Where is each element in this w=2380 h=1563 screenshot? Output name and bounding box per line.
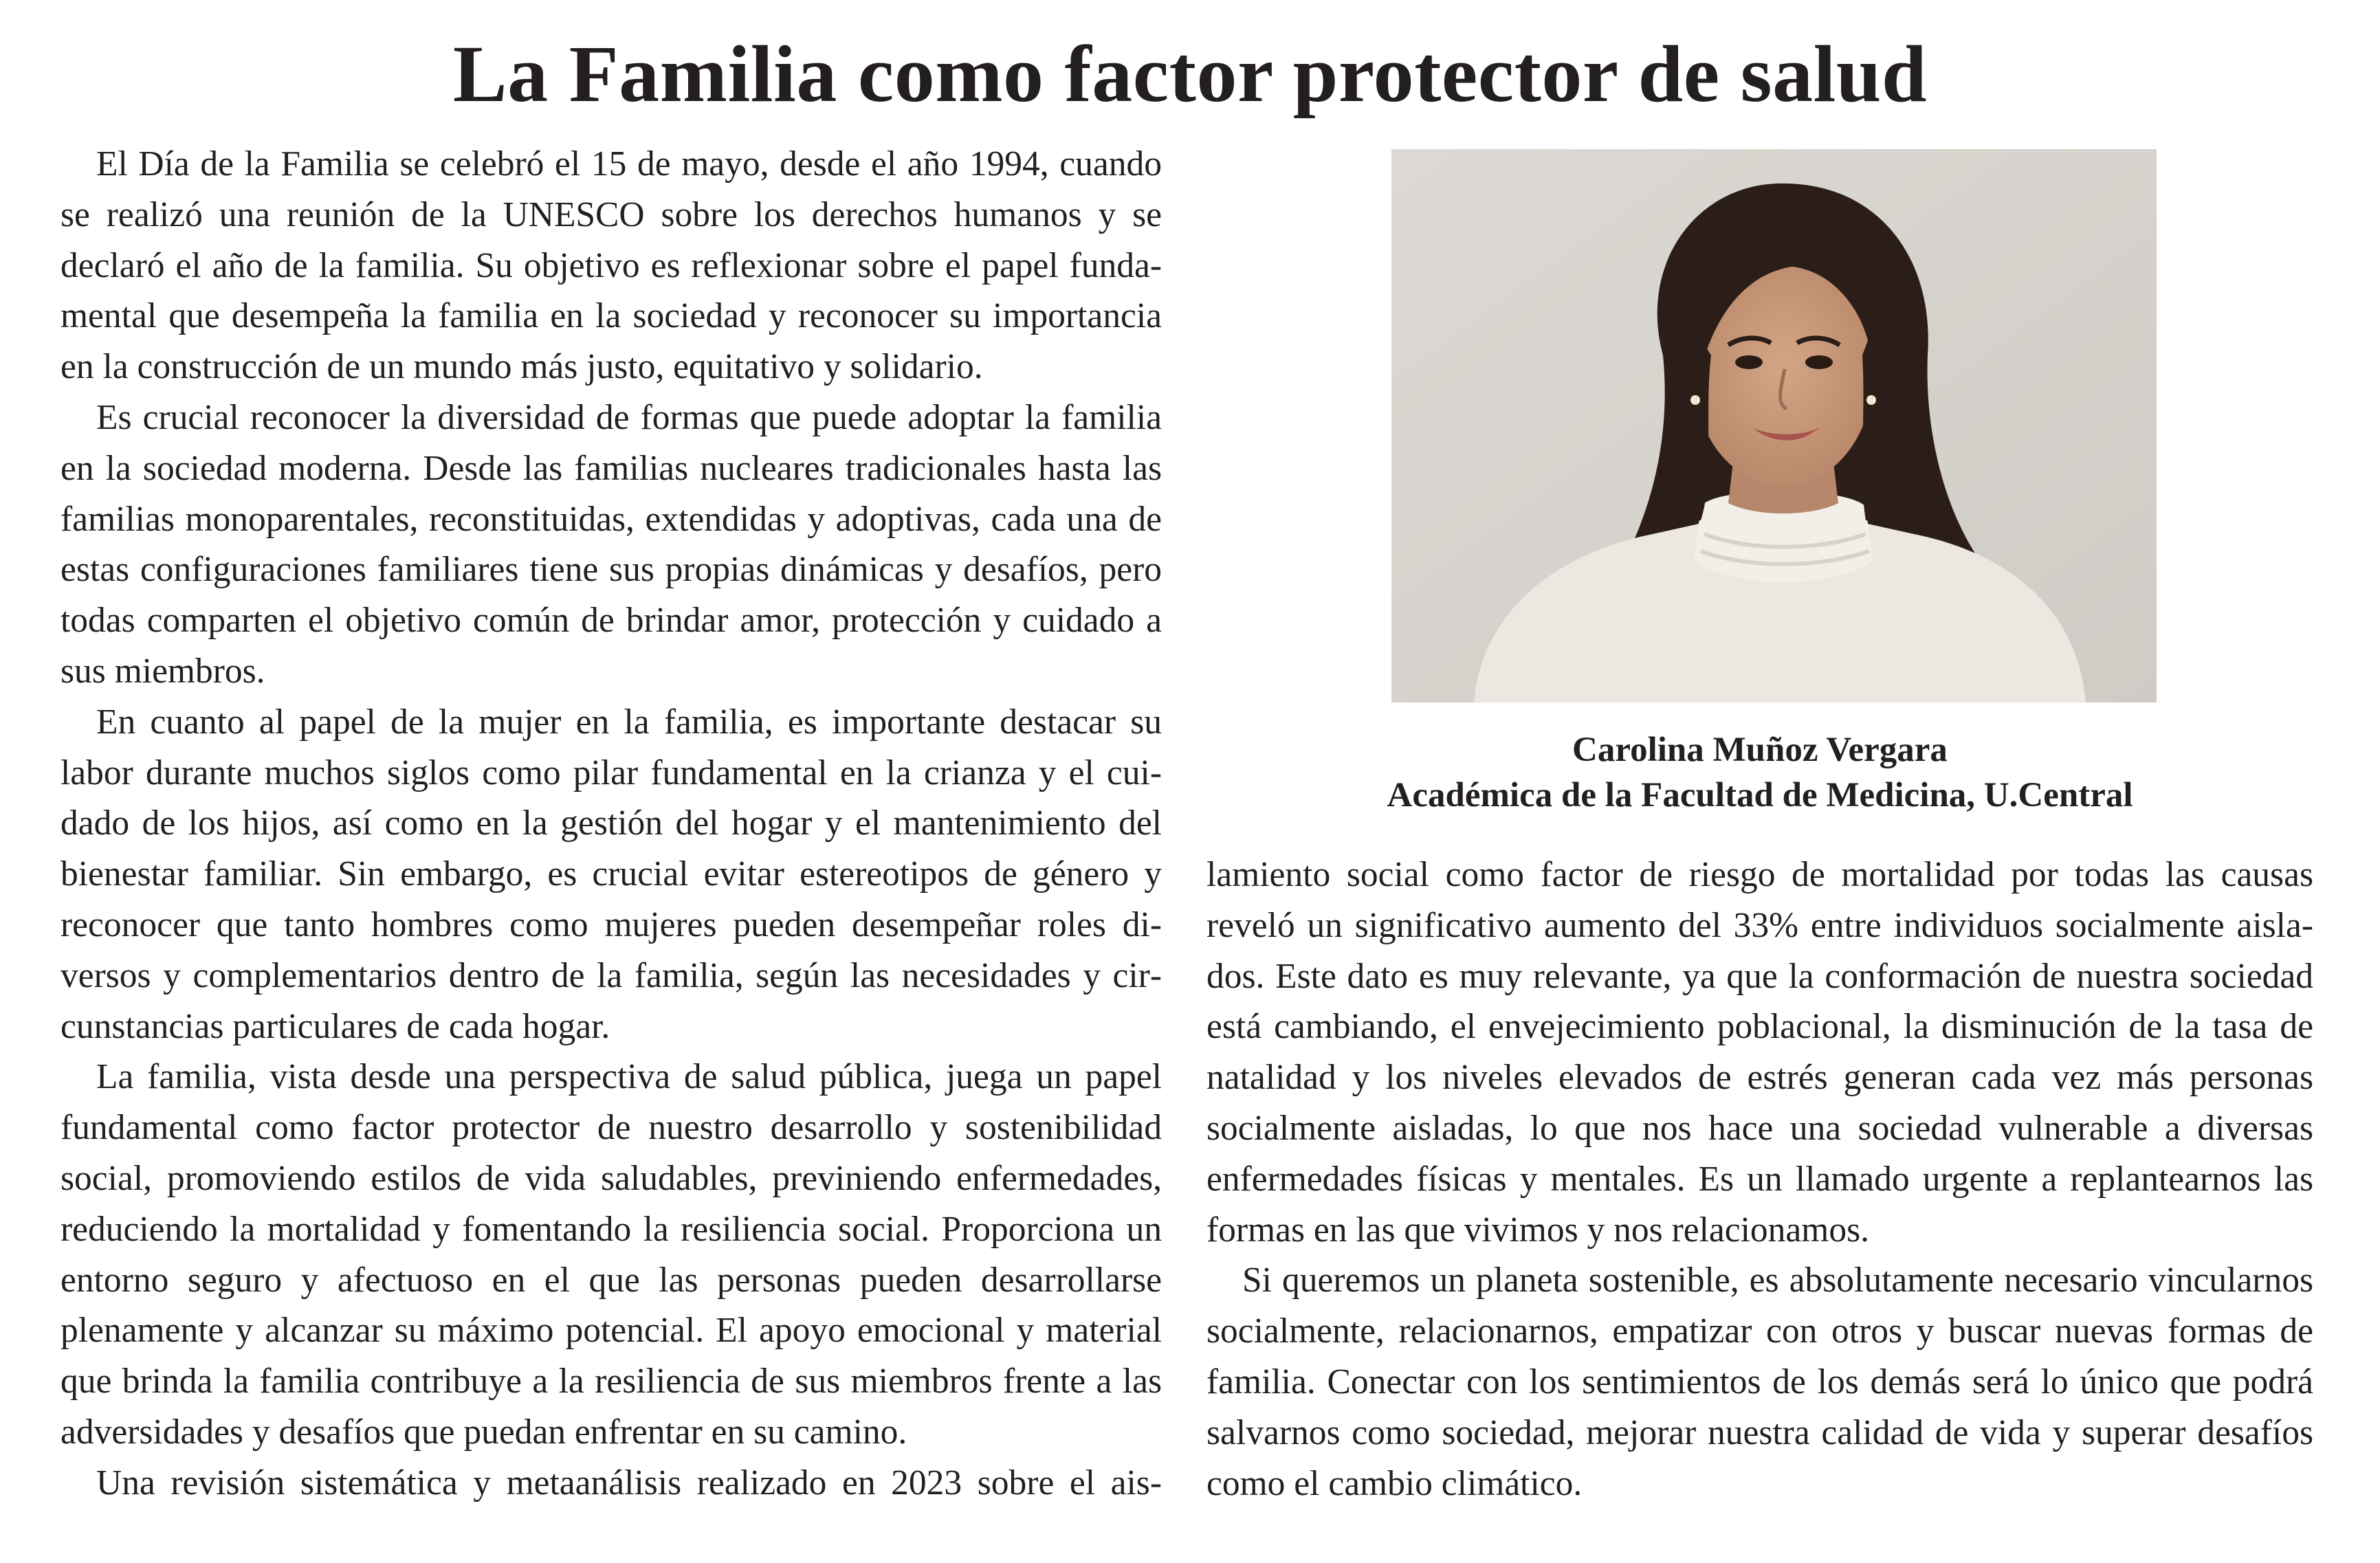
paragraph: La familia, vista desde una perspectiva de salud pública, juega un papel fundamental como factor protector de nuestro desarrollo y sostenibilidad social, promoviendo estilos de vida saludables, previniendo enfermedades, reduciendo la mortalidad y fomentando la resiliencia social. Proporciona un entorno seguro y afectuoso en el que las personas pueden desarrollarse plenamente y alcanzar su máximo potencial. El apoyo emocional y material que brinda la familia contribuye a la resiliencia de sus miembros frente a las adversidades y desafíos que puedan enfrentar en su camino. <box>60 1057 1162 1452</box>
author-photo <box>1391 149 2157 702</box>
right-column <box>1206 850 2313 1509</box>
paragraph: Una revisión sistemática y metaanálisis realizado en 2023 sobre el ais- <box>96 1463 1162 1503</box>
right-eye <box>1805 355 1833 369</box>
paragraph: El Día de la Familia se celebró el 15 de mayo, desde el año 1994, cuando se realizó una reunión de la UNESCO sobre los derechos humanos y se declaró el año de la familia. Su objetivo es reflexionar sobre el papel fundamental que desempeña la familia en la sociedad y reconocer su importancia en la construcción de un mundo más justo, equitativo y solidario. <box>60 144 1162 387</box>
article-title: La Familia como factor protector de salud <box>452 29 1928 119</box>
portrait-illustration <box>1391 149 2157 702</box>
paragraph: lamiento social como factor de riesgo de mortalidad por todas las causas reveló un significativo aumento del 33% entre individuos socialmente aislados. Este dato es muy relevante, ya que la conformación de nuestra sociedad está cambiando, el envejecimiento poblacional, la disminución de la tasa de natalidad y los niveles elevados de estrés generan cada vez más personas socialmente aisladas, lo que nos hace una sociedad vulnerable a diversas enfermedades físicas y mentales. Es un llamado urgente a replantearnos las formas en las que vivimos y nos relacionamos. <box>1206 855 2313 1250</box>
caption-name: Carolina Muñoz Vergara <box>1572 731 1948 769</box>
paragraph: Es crucial reconocer la diversidad de formas que puede adoptar la familia en la sociedad moderna. Desde las familias nucleares tradicionales hasta las familias monoparentales, reconstituidas, extendidas y adoptivas, cada una de estas configuraciones familiares tiene sus propias dinámicas y desafíos, pero todas comparten el objetivo común de brindar amor, protección y cuidado a sus miembros. <box>60 397 1162 691</box>
photo-caption <box>1206 727 2313 818</box>
left-column <box>60 139 1162 1509</box>
left-earring <box>1690 395 1700 405</box>
paragraph: En cuanto al papel de la mujer en la familia, es importante destacar su labor durante muchos siglos como pilar fundamental en la crianza y el cuidado de los hijos, así como en la gestión del hogar y el mantenimiento del bienestar familiar. Sin embargo, es crucial evitar estereotipos de género y reconocer que tanto hombres como mujeres pueden desempeñar roles diversos y complementarios dentro de la familia, según las necesidades y circunstancias particulares de cada hogar. <box>60 702 1162 1046</box>
paragraph: Si queremos un planeta sostenible, es absolutamente necesario vincularnos socialmente, relacionarnos, empatizar con otros y buscar nuevas formas de familia. Conectar con los sentimientos de los demás será lo único que podrá salvarnos como sociedad, mejorar nuestra calidad de vida y superar desafíos como el cambio climático. <box>1206 1261 2313 1503</box>
caption-role: Académica de la Facultad de Medicina, U.Central <box>1387 776 2133 814</box>
right-earring <box>1866 395 1876 405</box>
left-eye <box>1735 355 1763 369</box>
